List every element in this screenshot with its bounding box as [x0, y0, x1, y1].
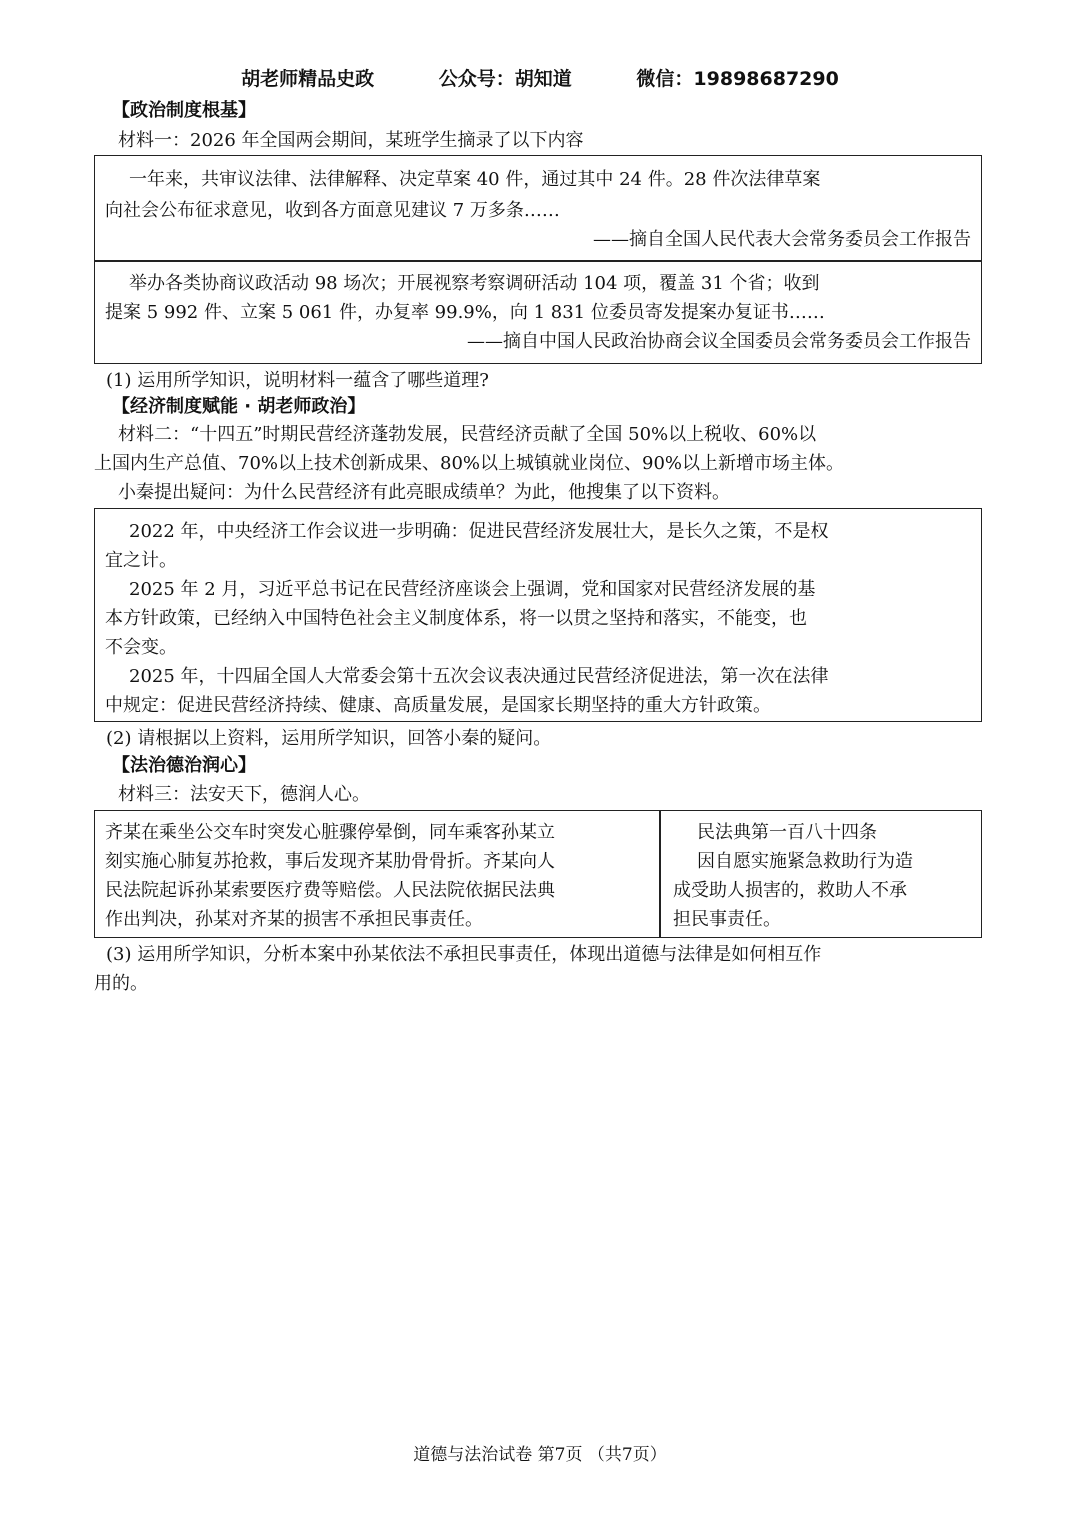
- section1-title: 【政治制度根基】: [112, 100, 256, 121]
- material2-box-line5: 不会变。: [105, 637, 177, 658]
- material2-line1: 材料二：“十四五”时期民营经济蓬勃发展，民营经济贡献了全国 50%以上税收、60%以: [118, 424, 817, 445]
- material1-cppcc-line2: 提案 5 992 件、立案 5 061 件，办复率 99.9%，向 1 831 位委员寄发提案办复证书……: [105, 302, 825, 323]
- header-brand: 胡老师精品史政: [241, 68, 375, 90]
- material2-box: [94, 508, 982, 722]
- material1-cppcc-source: ——摘自中国人民政治协商会议全国委员会常务委员会工作报告: [467, 331, 971, 352]
- case-line3: 民法院起诉孙某索要医疗费等赔偿。人民法院依据民法典: [105, 880, 555, 901]
- material1-npc-line2: 向社会公布征求意见，收到各方面意见建议 7 万多条……: [105, 200, 560, 221]
- header-wechat: 微信：19898687290: [636, 68, 839, 90]
- section1-material-intro: 材料一：2026 年全国两会期间，某班学生摘录了以下内容: [118, 130, 584, 151]
- material2-box-line2: 宜之计。: [105, 550, 177, 571]
- law-line2: 成受助人损害的，救助人不承: [673, 880, 907, 901]
- material2-box-line3: 2025 年 2 月，习近平总书记在民营经济座谈会上强调，党和国家对民营经济发展的基: [129, 579, 816, 600]
- material2-box-line7: 中规定：促进民营经济持续、健康、高质量发展，是国家长期坚持的重大方针政策。: [105, 695, 771, 716]
- material1-box-cppcc: [94, 261, 982, 364]
- section3-title: 【法治德治润心】: [112, 755, 256, 776]
- material1-npc-source: ——摘自全国人民代表大会常务委员会工作报告: [593, 229, 971, 250]
- question-1: (1) 运用所学知识，说明材料一蕴含了哪些道理?: [106, 370, 489, 391]
- section2-title: 【经济制度赋能 · 胡老师政治】: [112, 396, 366, 417]
- case-line2: 刻实施心肺复苏抢救，事后发现齐某肋骨骨折。齐某向人: [105, 851, 555, 872]
- material3-box: [94, 810, 982, 938]
- question-3-line2: 用的。: [94, 973, 148, 994]
- law-line1: 因自愿实施紧急救助行为造: [697, 851, 913, 872]
- page-footer: 道德与法治试卷 第7页 （共7页）: [413, 1445, 667, 1465]
- material1-box-npc: [94, 155, 982, 261]
- column-divider: [659, 811, 661, 937]
- material1-cppcc-line1: 举办各类协商议政活动 98 场次；开展视察考察调研活动 104 项，覆盖 31 个省；收到: [129, 273, 820, 294]
- case-line4: 作出判决，孙某对齐某的损害不承担民事责任。: [105, 909, 483, 930]
- material2-line2: 上国内生产总值、70%以上技术创新成果、80%以上城镇就业岗位、90%以上新增市场主体。: [94, 453, 845, 474]
- law-article-title: 民法典第一百八十四条: [697, 822, 877, 843]
- material2-box-line1: 2022 年，中央经济工作会议进一步明确：促进民营经济发展壮大，是长久之策，不是权: [129, 521, 829, 542]
- material2-question-intro: 小秦提出疑问：为什么民营经济有此亮眼成绩单？为此，他搜集了以下资料。: [118, 482, 730, 503]
- header-official-account: 公众号：胡知道: [438, 68, 572, 90]
- case-line1: 齐某在乘坐公交车时突发心脏骤停晕倒，同车乘客孙某立: [105, 822, 555, 843]
- material2-box-line6: 2025 年，十四届全国人大常委会第十五次会议表决通过民营经济促进法，第一次在法律: [129, 666, 829, 687]
- law-line3: 担民事责任。: [673, 909, 781, 930]
- material1-npc-line1: 一年来，共审议法律、法律解释、决定草案 40 件，通过其中 24 件。28 件次法律草案: [129, 169, 821, 190]
- page-header: [0, 64, 1080, 91]
- question-2: (2) 请根据以上资料，运用所学知识，回答小秦的疑问。: [106, 728, 552, 749]
- question-3-line1: (3) 运用所学知识，分析本案中孙某依法不承担民事责任，体现出道德与法律是如何相互作: [106, 944, 822, 965]
- material3-intro: 材料三：法安天下，德润人心。: [118, 784, 370, 805]
- material2-box-line4: 本方针政策，已经纳入中国特色社会主义制度体系，将一以贯之坚持和落实，不能变，也: [105, 608, 807, 629]
